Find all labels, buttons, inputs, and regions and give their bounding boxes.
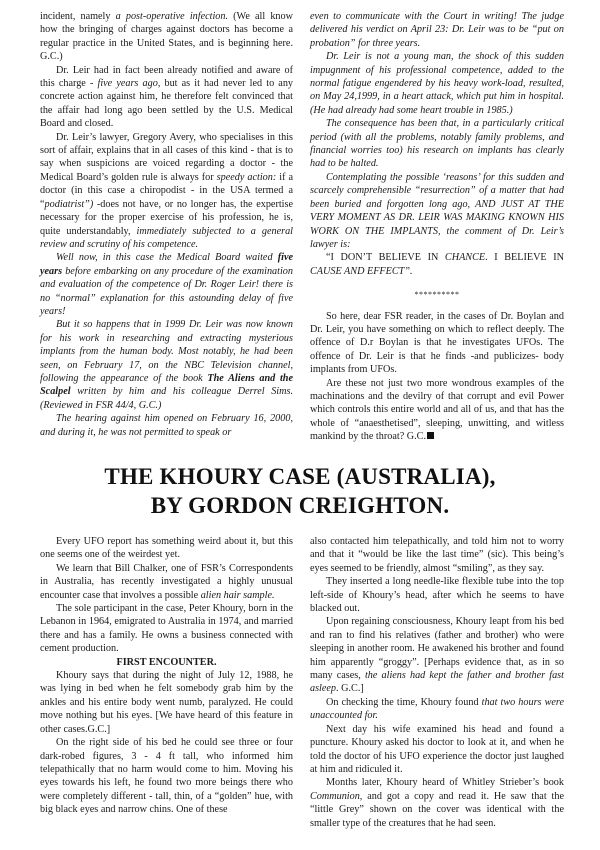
text-run: Dr. Leir had in fact been already notified and aware of this charge - <box>40 64 293 90</box>
text-run: CAUSE AND EFFECT”. <box>310 265 413 277</box>
paragraph <box>310 535 564 575</box>
paragraph <box>310 50 564 117</box>
text-run: and got a copy and read it. He saw that the “little Grey” shown on the cover was identical with the smaller type of the creatures that he had seen. <box>310 790 564 829</box>
text-run: The hearing against him opened on February 16, 2000, and during it, he was not permitted to speak or <box>40 413 293 438</box>
text-run: Are these not just two more wondrous examples of the machinations and the devilry of that corrupt and evil Power which controls this entire world and all of us, and that has the whole of “anaesthetised”, sleeping, unwitting, and witless mankind by the throat? G.C. <box>310 377 564 443</box>
paragraph <box>310 310 564 377</box>
text-run: On checking the time, Khoury found <box>326 696 482 708</box>
text-run: Next day his wife examined his head and found a puncture. Khoury asked his doctor to look at it, and when he told the doctor of his UFO experience the doctor just laughed at him and ridiculed it. <box>310 723 564 775</box>
text-run: On the right side of his bed he could see three or four dark-robed figures, 3 - 4 ft tall, who informed him telepathically that no harm would come to him. Moving his eyes towards his left, he found two more beings there who were completely different - tall, thin, of a “golden” hue, with big black eyes and narrow chins. One of these <box>40 737 293 816</box>
paragraph <box>40 562 293 602</box>
paragraph <box>40 535 293 562</box>
text-run: The sole participant in the case, Peter Khoury, born in the Lebanon in 1964, emigrated to Australia in 1974, and married there and has a family. He owns a business connected with cement production. <box>40 603 293 655</box>
paragraph <box>40 669 293 736</box>
text-run: before embarking on any procedure of the examination and evaluation of the competence of Dr. Roger Leir! there is no “normal” explanation for this astounding delay of five years! <box>40 265 293 317</box>
text-run: even to communicate with the Court in writing! The judge delivered his verdict on April 23: Dr. Leir was to be “put on probation” for three years. <box>310 11 564 49</box>
text-run: incident, namely <box>40 11 116 22</box>
paragraph <box>310 251 564 278</box>
headline-line-2: BY GORDON CREIGHTON. <box>150 493 450 518</box>
subheading-first-encounter: FIRST ENCOUNTER. <box>116 656 217 668</box>
end-of-article-mark-icon <box>427 432 434 439</box>
section-separator: ********** <box>414 290 460 300</box>
text-run: the aliens had kept the father and brother fast asleep <box>310 670 564 695</box>
text-run: So here, dear FSR reader, in the cases of Dr. Boylan and Dr. Leir, you have something on which to reflect deeply. The offence of D.r Boylan is that he investigates UFOs. The offence of Dr. Leir is that he finds -and publicizes- body implants from UFOs. <box>310 310 564 376</box>
paragraph <box>40 318 293 412</box>
text-run: speedy action: <box>216 171 277 183</box>
paragraph <box>310 723 564 777</box>
paragraph <box>40 602 293 656</box>
paragraph <box>40 736 293 816</box>
text-run: We learn that Bill Chalker, one of FSR’s Correspondents in Australia, has recently investigated a highly unusual encounter case that involves a possible <box>40 562 293 601</box>
text-run: podiatrist”) <box>44 198 94 210</box>
paragraph <box>310 776 564 830</box>
paragraph <box>310 10 564 50</box>
paragraph <box>310 377 564 444</box>
text-run: five years ago <box>97 78 158 90</box>
text-run: a post-operative infection. <box>115 11 229 22</box>
text-run: if a doctor (in this case a chiropodist - in the USA termed a “ <box>40 171 294 210</box>
headline-line-1: THE KHOURY CASE (AUSTRALIA), <box>104 464 496 489</box>
text-run: Khoury says that during the night of July 12, 1988, he was lying in bed when he felt somebody grab him by the ankles and his entire body went numb, paralyzed. He could move nothing but his eyes. [We have heard of this feature in other cases.G.C.] <box>40 670 293 735</box>
text-run: They inserted a long needle-like flexible tube into the top left-side of Khoury’s head, after which he seems to have blacked out. <box>310 576 564 615</box>
text-run: alien hair sample. <box>200 589 275 601</box>
text-run: Dr. Leir’s lawyer, Gregory Avery, who specialises in this sort of affair, explains that in all cases of this kind - that is to say when suspicions are voiced regarding a doctor - the Medical Board’s golden rule is always for <box>40 131 293 183</box>
paragraph <box>310 575 564 615</box>
paragraph <box>310 117 564 171</box>
paragraph <box>40 412 293 439</box>
text-run: -does not have, or no longer has, the expertise necessary for the proper exercise of his profession, he is, quite understandably, <box>40 198 293 237</box>
paragraph <box>40 251 293 318</box>
text-run: Communion, <box>310 790 363 802</box>
text-run: five years <box>40 252 293 277</box>
article1-right-paragraphs <box>310 10 564 278</box>
text-run: Contemplating the possible ‘reasons’ for this sudden and scarcely comprehensible “resurrection” of a matter that had been buried and forgotten long ago, AND JUST AT THE VERY MOMENT AS DR. LEIR WAS MAKING KNOWN HIS WORK ON THE IMPLANTS, the comment of Dr. Leir’s lawyer is: <box>310 171 564 250</box>
article2-encounter-paragraphs <box>40 669 293 816</box>
article2-intro-paragraphs <box>40 535 293 656</box>
paragraph <box>40 10 293 64</box>
text-run: , but as it had never led to any concrete action against him, he therefore felt convinced that the affair had long ago been settled by the U.S. Medical Board and closed. <box>40 78 294 130</box>
text-run: But it so happens that in 1999 Dr. Leir was now known for his work in researching and extracting mysterious implants from the human body. Most notably, he had been seen, on February 17, on the NBC Television channel, following the appearance of the book <box>40 319 293 384</box>
article1-closing-paragraphs <box>310 310 564 444</box>
text-run: also contacted him telepathically, and told him not to worry and that it “would be like the last time” (sic). This being’s eyes seemed to be friendly, almost “smiling”, as they say. <box>310 536 564 574</box>
text-run: The Aliens and the Scalpel <box>40 372 293 398</box>
text-run: “I DON’T BELIEVE IN <box>326 252 445 264</box>
article1-right-column <box>310 10 564 444</box>
text-run: immediately subjected to a general review and scrutiny of his competence. <box>40 225 293 250</box>
text-run: Dr. Leir is not a young man, the shock of this sudden impugnment of his professional competence, added to the normal fatigue engendered by his heavy work-load, resulted, on May 24,1999, in a heart attack, which put him in hospital. (He had already had some heart trouble in 1985.) <box>310 51 564 116</box>
text-run: . I BELIEVE IN <box>485 252 564 264</box>
text-run: CHANCE <box>444 252 486 264</box>
article-headline <box>0 462 600 520</box>
paragraph <box>40 64 293 131</box>
text-run: written by him and his colleague Derrel Sims. (Reviewed in FSR 44/4, G.C.) <box>40 386 293 411</box>
text-run: Every UFO report has something weird about it, but this one seems one of the weirdest yet. <box>40 536 293 561</box>
text-run: (We all know how the bringing of charges against doctors has become a regular practice in the United States, and is beginning here. G.C.) <box>40 11 293 63</box>
paragraph <box>310 615 564 695</box>
text-run: Months later, Khoury heard of Whitley Strieber’s book <box>326 777 564 789</box>
text-run: that two hours were unaccounted for. <box>310 696 565 722</box>
paragraph <box>40 131 293 252</box>
text-run: Well now, in this case the Medical Board waited <box>56 252 278 264</box>
paragraph <box>310 696 564 723</box>
paragraph <box>310 171 564 251</box>
text-run: . G.C.] <box>336 683 364 695</box>
article1-left-column <box>40 10 293 439</box>
article2-right-column <box>310 535 564 830</box>
text-run: The consequence has been that, in a particularly critical period (with all the problems, notably family problems, and financial worries too) his research on implants has clearly had to be halted. <box>310 118 564 170</box>
article2-left-column <box>40 535 293 817</box>
text-run: Upon regaining consciousness, Khoury leapt from his bed and ran to find his relatives (father and brother) who were sleeping in another room. He awakened his brother and found him apparently “groggy”. [Perhaps evidence that, as in so many cases, <box>310 616 564 682</box>
